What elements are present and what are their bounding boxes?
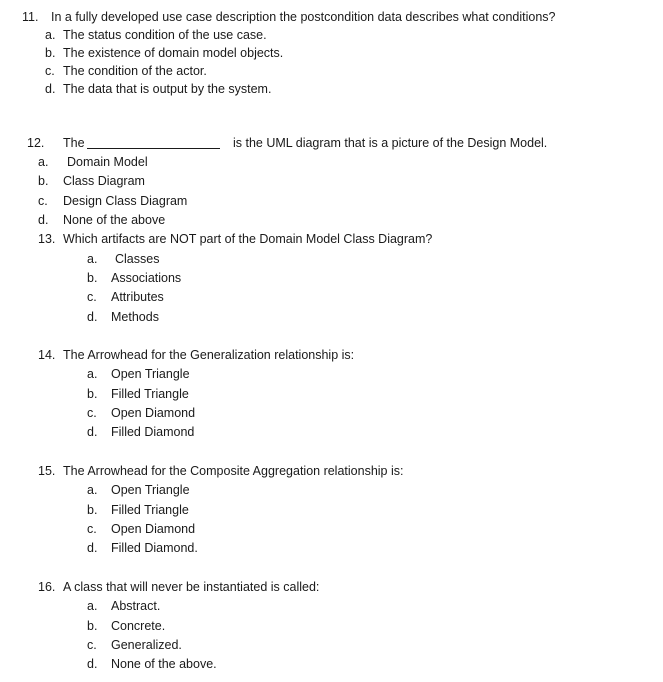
option-text: Filled Diamond. [111,541,198,555]
option-text: Generalized. [111,638,182,652]
option-letter: a. [87,599,98,613]
option-letter: a. [45,28,56,42]
option-text: Open Diamond [111,522,196,536]
option-text: Associations [111,271,182,285]
option-letter: b. [87,387,98,401]
option-text: Classes [115,252,160,266]
option-letter: c. [45,64,55,78]
question-text: A class that will never be instantiated is called: [63,580,320,594]
option-text: Open Triangle [111,483,190,497]
option-text: None of the above. [111,657,217,671]
question-text: The Arrowhead for the Composite Aggregation relationship is: [63,464,404,478]
question-number: 13. [38,232,56,246]
option-text: Concrete. [111,619,166,633]
fill-in-blank [87,136,220,149]
option-letter: a. [87,252,98,266]
option-text: Domain Model [67,155,148,169]
question-number: 16. [38,580,56,594]
option-text: Filled Triangle [111,503,189,517]
option-text: Class Diagram [63,174,145,188]
option-letter: b. [87,503,98,517]
option-text: The condition of the actor. [63,64,207,78]
option-text: Attributes [111,290,164,304]
question-number: 12. [27,136,45,150]
option-letter: c. [38,194,48,208]
option-letter: c. [87,522,97,536]
question-number: 14. [38,348,56,362]
option-text: Open Diamond [111,406,196,420]
option-letter: a. [87,483,98,497]
question-text: Which artifacts are NOT part of the Domain Model Class Diagram? [63,232,433,246]
option-text: Filled Diamond [111,425,195,439]
option-letter: c. [87,638,97,652]
option-letter: b. [87,271,98,285]
question-suffix: is the UML diagram that is a picture of the Design Model. [233,136,548,150]
question-number: 15. [38,464,56,478]
question-prefix: The [63,136,85,150]
option-letter: a. [38,155,49,169]
option-letter: b. [38,174,49,188]
option-letter: d. [87,310,98,324]
option-letter: d. [45,82,56,96]
option-text: The data that is output by the system. [63,82,272,96]
option-letter: d. [87,541,98,555]
option-text: Methods [111,310,159,324]
option-letter: c. [87,406,97,420]
option-text: The status condition of the use case. [63,28,267,42]
option-text: Filled Triangle [111,387,189,401]
option-text: The existence of domain model objects. [63,46,284,60]
option-letter: c. [87,290,97,304]
option-text: Design Class Diagram [63,194,188,208]
option-text: Abstract. [111,599,161,613]
option-letter: d. [87,425,98,439]
option-letter: d. [87,657,98,671]
option-letter: d. [38,213,49,227]
option-letter: a. [87,367,98,381]
option-text: None of the above [63,213,166,227]
option-letter: b. [45,46,56,60]
option-text: Open Triangle [111,367,190,381]
question-number: 11. [22,10,39,24]
question-text: In a fully developed use case description the postcondition data describes what conditions? [51,10,556,24]
option-letter: b. [87,619,98,633]
question-text: The Arrowhead for the Generalization relationship is: [63,348,355,362]
